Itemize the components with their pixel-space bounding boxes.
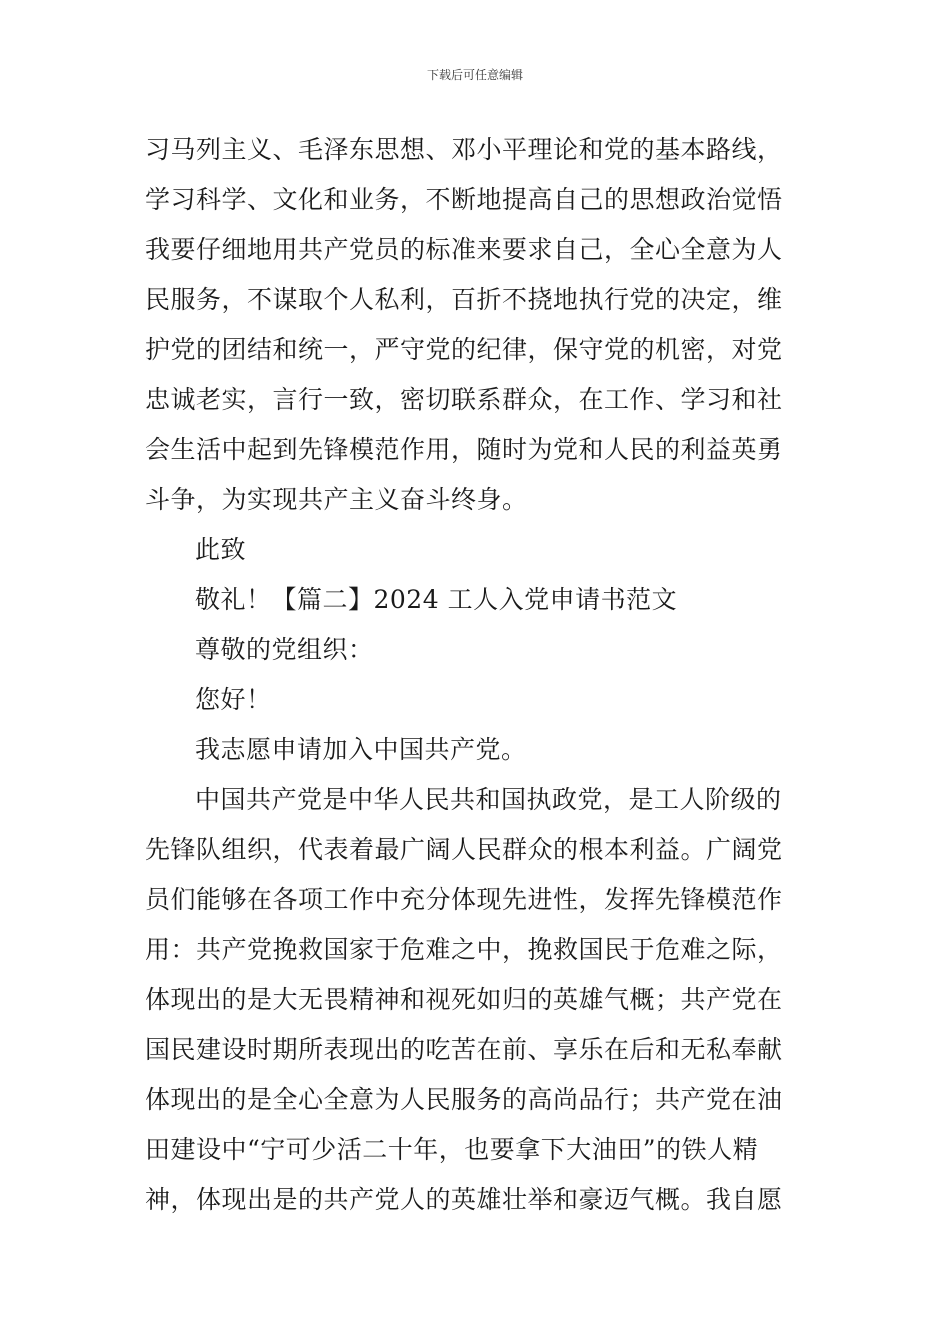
closing-line: 此致 bbox=[195, 535, 247, 564]
text-line: 忠诚老实，言行一致，密切联系群众，在工作、学习和社 bbox=[145, 385, 783, 414]
text-line: 用：共产党挽救国家于危难之中，挽救国民于危难之际， bbox=[145, 935, 783, 964]
text-line: 习马列主义、毛泽东思想、邓小平理论和党的基本路线， bbox=[145, 135, 783, 164]
text-line: 会生活中起到先锋模范作用，随时为党和人民的利益英勇 bbox=[145, 435, 783, 464]
text-line: 田建设中“宁可少活二十年，也要拿下大油田”的铁人精 bbox=[145, 1135, 759, 1164]
text-line: 我要仔细地用共产党员的标准来要求自己，全心全意为人 bbox=[145, 235, 783, 264]
text-line: 神，体现出是的共产党人的英雄壮举和豪迈气概。我自愿 bbox=[145, 1185, 783, 1214]
text-line: 中国共产党是中华人民共和国执政党，是工人阶级的 bbox=[195, 785, 782, 814]
text-line: 民服务，不谋取个人私利，百折不挠地执行党的决定，维 bbox=[145, 285, 783, 314]
application-statement: 我志愿申请加入中国共产党。 bbox=[195, 735, 527, 764]
text-line: 员们能够在各项工作中充分体现先进性，发挥先锋模范作 bbox=[145, 885, 783, 914]
text-line: 护党的团结和统一，严守党的纪律，保守党的机密，对党 bbox=[145, 335, 783, 364]
salutation-section-title: 敬礼！【篇二】2024 工人入党申请书范文 bbox=[195, 585, 678, 614]
text-line: 国民建设时期所表现出的吃苦在前、享乐在后和无私奉献 bbox=[145, 1035, 783, 1064]
greeting-line: 您好！ bbox=[195, 685, 272, 714]
text-line: 体现出的是全心全意为人民服务的高尚品行；共产党在油 bbox=[145, 1085, 783, 1114]
text-line: 先锋队组织，代表着最广阔人民群众的根本利益。广阔党 bbox=[145, 835, 783, 864]
document-body bbox=[145, 125, 810, 1225]
text-line: 斗争，为实现共产主义奋斗终身。 bbox=[145, 485, 528, 514]
page-header: 下载后可任意编辑 bbox=[426, 68, 523, 82]
text-line: 体现出的是大无畏精神和视死如归的英雄气概；共产党在 bbox=[145, 985, 783, 1014]
addressee-line: 尊敬的党组织： bbox=[195, 635, 374, 664]
text-line: 学习科学、文化和业务，不断地提高自己的思想政治觉悟 bbox=[145, 185, 783, 214]
